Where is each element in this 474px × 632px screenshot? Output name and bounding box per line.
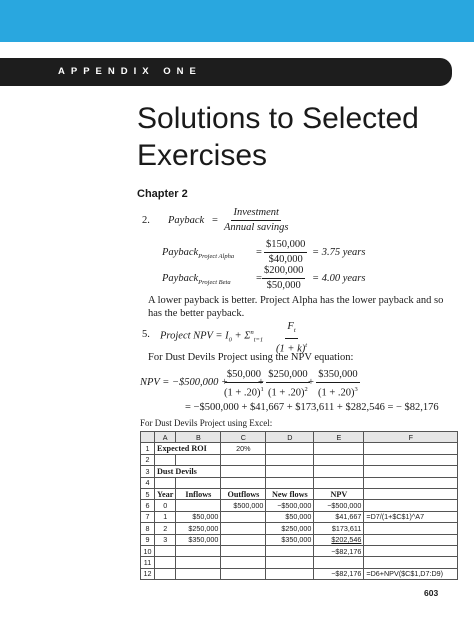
column-header-a[interactable]: A <box>155 432 176 443</box>
row-number[interactable]: 2 <box>141 454 155 465</box>
cell-e10[interactable]: −$82,176 <box>314 545 364 556</box>
equals-sign-beta: = <box>256 273 262 284</box>
table-row <box>141 511 458 522</box>
alpha-denominator: $40,000 <box>268 254 303 265</box>
cell-a6[interactable]: 0 <box>155 500 176 511</box>
row-number[interactable]: 9 <box>141 534 155 545</box>
cell-e3[interactable] <box>314 466 364 477</box>
npv-term-2-base: (1 + .20) <box>268 387 305 399</box>
npv-formula-numerator <box>285 321 297 339</box>
npv-equation-left: NPV = −$500,000 + <box>140 377 229 388</box>
cell-c8[interactable] <box>221 523 266 534</box>
row-number[interactable]: 1 <box>141 443 155 454</box>
cell-a12[interactable] <box>155 568 176 579</box>
payback-denominator: Annual savings <box>224 222 289 233</box>
cell-a8[interactable]: 2 <box>155 523 176 534</box>
row-number[interactable]: 5 <box>141 488 155 499</box>
table-row <box>141 523 458 534</box>
cell-c3[interactable] <box>221 466 266 477</box>
cell-d4[interactable] <box>266 477 314 488</box>
npv-intro: For Dust Devils Project using the NPV equation: <box>148 352 354 363</box>
cell-e12[interactable]: −$82,176 <box>314 568 364 579</box>
row-number[interactable]: 11 <box>141 557 155 568</box>
npv-term-1-base: (1 + .20) <box>224 387 261 399</box>
payback-beta-word: Payback <box>162 273 199 284</box>
table-row <box>141 557 458 568</box>
page-number: 603 <box>424 588 439 598</box>
title-line-2: Exercises <box>137 139 268 172</box>
payback-beta-label <box>162 273 231 286</box>
cell-a11[interactable] <box>155 557 176 568</box>
table-row <box>141 534 458 545</box>
cell-b8[interactable]: $250,000 <box>176 523 221 534</box>
project-beta-subscript: Project Beta <box>198 279 231 287</box>
cell-a10[interactable] <box>155 545 176 556</box>
column-header-d[interactable]: D <box>266 432 314 443</box>
table-row <box>141 545 458 556</box>
cell-e11[interactable] <box>314 557 364 568</box>
cell-f1[interactable] <box>364 443 458 454</box>
npv-term-3-exponent: 3 <box>354 386 358 393</box>
sum-symbol: + Σ <box>234 330 251 342</box>
expected-roi-label[interactable]: Expected ROI <box>155 443 221 454</box>
beta-fraction <box>262 265 305 292</box>
cell-a2[interactable] <box>155 454 176 465</box>
npv-term-3 <box>316 369 360 400</box>
cell-c11[interactable] <box>221 557 266 568</box>
payback-note: A lower payback is better. Project Alpha has the lower payback and so has the better payback. <box>148 295 444 319</box>
cell-d3[interactable] <box>266 466 314 477</box>
cell-e4[interactable] <box>314 477 364 488</box>
payback-label: Payback <box>168 215 205 226</box>
table-row <box>141 477 458 488</box>
cell-c6[interactable]: $500,000 <box>221 500 266 511</box>
exercise-5-number: 5. <box>142 329 150 340</box>
equals-sign-alpha: = <box>256 247 262 258</box>
npv-term-1-numerator: $50,000 <box>225 369 263 383</box>
npv-result: = −$500,000 + $41,667 + $173,611 + $282,546 = − $82,176 <box>185 402 439 413</box>
cell-d10[interactable] <box>266 545 314 556</box>
npv-formula-text: Project NPV = I <box>160 330 229 342</box>
cell-d8[interactable]: $250,000 <box>266 523 314 534</box>
payback-fraction <box>222 207 290 234</box>
beta-numerator: $200,000 <box>262 265 305 279</box>
cell-b2[interactable] <box>176 454 221 465</box>
cell-d1[interactable] <box>266 443 314 454</box>
cell-d7[interactable]: $50,000 <box>266 511 314 522</box>
equals-sign: = <box>212 215 218 226</box>
discount-exponent: t <box>305 342 308 350</box>
cell-a9[interactable]: 3 <box>155 534 176 545</box>
excel-intro: For Dust Devils Project using Excel: <box>140 418 273 428</box>
beta-denominator: $50,000 <box>266 280 301 291</box>
cell-e2[interactable] <box>314 454 364 465</box>
cell-f4[interactable] <box>364 477 458 488</box>
cell-c7[interactable] <box>221 511 266 522</box>
cash-flow-symbol: F <box>287 321 294 332</box>
table-row <box>141 568 458 579</box>
dust-devils-label[interactable]: Dust Devils <box>155 466 221 477</box>
cell-d11[interactable] <box>266 557 314 568</box>
cell-b9[interactable]: $350,000 <box>176 534 221 545</box>
cell-b12[interactable] <box>176 568 221 579</box>
i-zero-subscript: 0 <box>228 336 232 344</box>
payback-alpha-word: Payback <box>162 247 199 258</box>
cell-e7[interactable]: $41,667 <box>314 511 364 522</box>
npv-term-2-numerator: $250,000 <box>266 369 309 383</box>
cell-b10[interactable] <box>176 545 221 556</box>
outflows-header[interactable]: Outflows <box>221 488 266 499</box>
appendix-band-text: APPENDIX ONE <box>58 66 202 77</box>
column-header-c[interactable]: C <box>221 432 266 443</box>
sum-upper-limit: n <box>250 329 254 336</box>
cell-f6[interactable] <box>364 500 458 511</box>
cell-f9[interactable] <box>364 534 458 545</box>
alpha-result: = 3.75 years <box>312 247 366 258</box>
npv-formula-left <box>160 329 263 344</box>
cell-e9[interactable]: $202,546 <box>314 534 364 545</box>
corner-cell[interactable] <box>141 432 155 443</box>
npv-term-1-exponent: 1 <box>260 386 264 393</box>
excel-spreadsheet <box>140 431 458 580</box>
table-header-row <box>141 488 458 499</box>
cash-flow-subscript: t <box>293 327 296 335</box>
cell-e6[interactable]: −$500,000 <box>314 500 364 511</box>
row-number[interactable]: 6 <box>141 500 155 511</box>
chapter-heading: Chapter 2 <box>137 188 188 200</box>
cell-d6[interactable]: −$500,000 <box>266 500 314 511</box>
top-color-bar <box>0 0 474 42</box>
inflows-header[interactable]: Inflows <box>176 488 221 499</box>
row-number[interactable]: 4 <box>141 477 155 488</box>
row-number[interactable]: 12 <box>141 568 155 579</box>
row-number[interactable]: 10 <box>141 545 155 556</box>
row-number[interactable]: 7 <box>141 511 155 522</box>
cell-f3[interactable] <box>364 466 458 477</box>
cell-d2[interactable] <box>266 454 314 465</box>
cell-f5[interactable] <box>364 488 458 499</box>
year-header[interactable]: Year <box>155 488 176 499</box>
npv-term-3-denominator <box>316 383 360 400</box>
cell-b4[interactable] <box>176 477 221 488</box>
formula-f7[interactable]: =D7/(1+$C$1)^A7 <box>364 511 458 522</box>
cell-f11[interactable] <box>364 557 458 568</box>
new-flows-header[interactable]: New flows <box>266 488 314 499</box>
cell-f10[interactable] <box>364 545 458 556</box>
column-header-f[interactable]: F <box>364 432 458 443</box>
cell-d12[interactable] <box>266 568 314 579</box>
npv-term-2-denominator <box>266 383 310 400</box>
table-row <box>141 466 458 477</box>
cell-f8[interactable] <box>364 523 458 534</box>
table-row <box>141 454 458 465</box>
cell-c4[interactable] <box>221 477 266 488</box>
project-alpha-subscript: Project Alpha <box>198 253 235 261</box>
cell-c9[interactable] <box>221 534 266 545</box>
npv-header[interactable]: NPV <box>314 488 364 499</box>
sum-lower-limit: t=1 <box>253 336 264 344</box>
plus-sign-1: + <box>258 377 264 388</box>
cell-c2[interactable] <box>221 454 266 465</box>
npv-term-3-base: (1 + .20) <box>318 387 355 399</box>
cell-a7[interactable]: 1 <box>155 511 176 522</box>
discount-term: (1 + k) <box>276 343 306 355</box>
npv-term-2-exponent: 2 <box>304 386 308 393</box>
title-line-1: Solutions to Selected <box>137 102 419 135</box>
payback-numerator: Investment <box>231 207 280 221</box>
cell-a4[interactable] <box>155 477 176 488</box>
npv-term-2 <box>266 369 310 400</box>
cell-b6[interactable] <box>176 500 221 511</box>
table-row <box>141 500 458 511</box>
row-number[interactable]: 8 <box>141 523 155 534</box>
alpha-numerator: $150,000 <box>264 239 307 253</box>
cell-c1[interactable]: 20% <box>221 443 266 454</box>
table-row <box>141 443 458 454</box>
column-header-row <box>141 432 458 443</box>
cell-b11[interactable] <box>176 557 221 568</box>
cell-c10[interactable] <box>221 545 266 556</box>
cell-e8[interactable]: $173,611 <box>314 523 364 534</box>
cell-d9[interactable]: $350,000 <box>266 534 314 545</box>
row-number[interactable]: 3 <box>141 466 155 477</box>
cell-f2[interactable] <box>364 454 458 465</box>
column-header-e[interactable]: E <box>314 432 364 443</box>
page-title <box>137 100 419 174</box>
cell-c12[interactable] <box>221 568 266 579</box>
cell-b7[interactable]: $50,000 <box>176 511 221 522</box>
cell-e1[interactable] <box>314 443 364 454</box>
formula-f12[interactable]: =D6+NPV($C$1,D7:D9) <box>364 568 458 579</box>
exercise-2-number: 2. <box>142 215 150 226</box>
npv-term-3-numerator: $350,000 <box>316 369 359 383</box>
column-header-b[interactable]: B <box>176 432 221 443</box>
beta-result: = 4.00 years <box>312 273 366 284</box>
payback-alpha-label <box>162 247 234 260</box>
plus-sign-2: + <box>308 377 314 388</box>
alpha-fraction <box>264 239 307 266</box>
